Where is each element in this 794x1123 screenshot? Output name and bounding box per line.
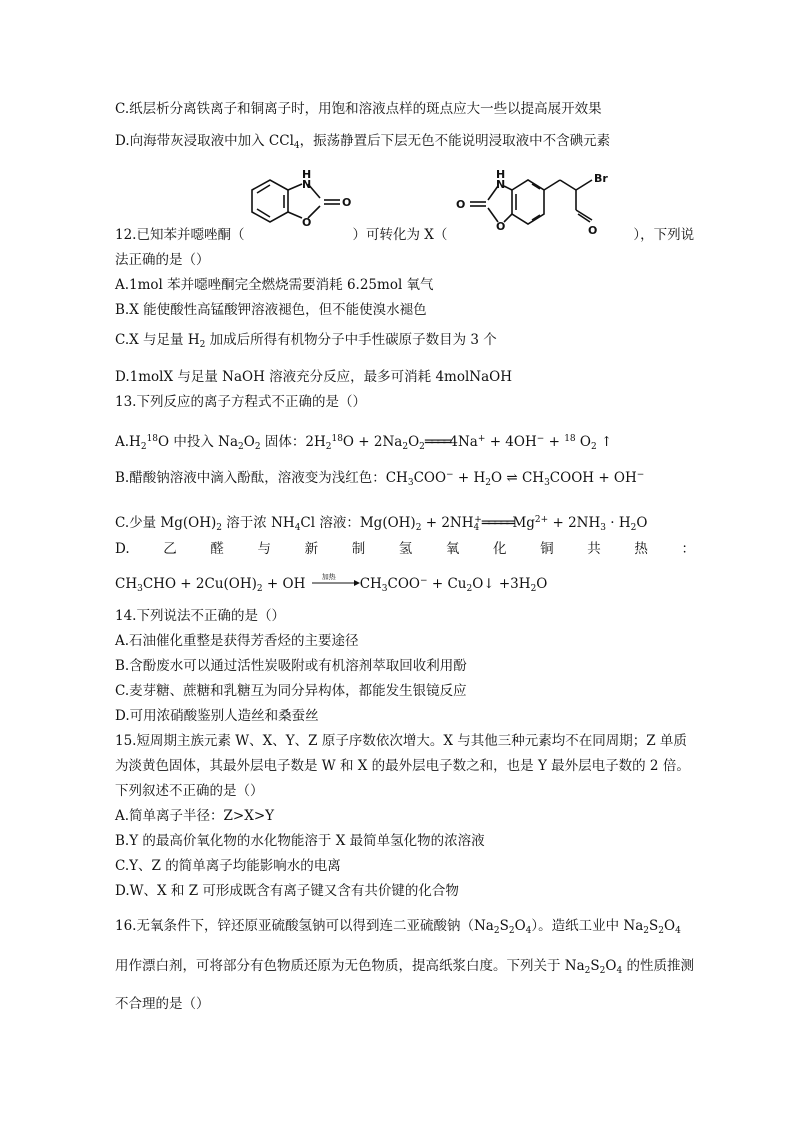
q13-stem: 13.下列反应的离子方程式不正确的是（） [115, 394, 366, 410]
q15-stem-line3: 下列叙述不正确的是（） [115, 783, 264, 799]
mol2-atom-h: H [496, 168, 506, 181]
q15-option-d: D.W、X 和 Z 可形成既含有离子键又含有共价键的化合物 [115, 883, 459, 899]
q15-stem-line1: 15.短周期主族元素 W、X、Y、Z 原子序数依次增大。X 与其他三种元素均不在同周期；Z 单质 [115, 733, 687, 749]
mol1-atom-o-carbonyl: O [342, 196, 352, 209]
mol2-atom-n: N [496, 178, 506, 191]
q15-option-b: B.Y 的最高价氧化物的水化物能溶于 X 最简单氢化物的浓溶液 [115, 833, 485, 849]
q16-stem-line1: 16.无氧条件下，锌还原亚硫酸氢钠可以得到连二亚硫酸钠$(Na_2S_2O_4)$。造纸工业中 $Na_2S_2O_4$ [115, 918, 681, 936]
q13-option-a: $A.H_2^{18}O$ 中投入 $Na_2O_2$ 固体：$2H_2^{18}O$ + $2Na_2O_2════4Na^+ + 4OH^- + ^{18}$ $O_2$ ↑ [115, 434, 613, 452]
q14-stem: 14.下列说法不正确的是（） [115, 608, 285, 624]
mol2-atom-br: Br [594, 172, 608, 185]
q14-option-c: C.麦芽糖、蔗糖和乳糖互为同分异构体，都能发生银镜反应 [115, 683, 467, 699]
mol1-atom-o-ring: O [302, 216, 312, 229]
q15-stem-line2: 为淡黄色固体，其最外层电子数是 W 和 X 的最外层电子数之和，也是 Y 最外层电子数的 2 倍。 [115, 758, 690, 774]
q13-option-d-equation: $CH_3CHO + 2Cu(OH)_2$ + OH 加热 $CH_3COO^-$ + $Cu_2O↓ +3H_2O$ [115, 573, 548, 594]
q12-option-d: D.1molX 与足量 NaOH 溶液充分反应，最多可消耗 4molNaOH [115, 369, 512, 385]
q11-option-d: D.向海带灰浸取液中加入 CCl$_4$，振荡静置后下层无色不能说明浸取液中不含碘元素 [115, 133, 611, 151]
heat-arrow: 加热 [310, 572, 360, 590]
mol1-atom-n: N [302, 178, 312, 191]
q14-option-a: A.石油催化重整是获得芳香烃的主要途径 [115, 633, 359, 649]
q12-stem-line2: 法正确的是（） [115, 252, 210, 268]
mol2-atom-o-ring: O [496, 220, 506, 233]
q16-stem-line2: 用作漂白剂，可将部分有色物质还原为无色物质，提高纸浆白度。下列关于 $Na_2S_2O_4$ 的性质推测 [115, 958, 694, 976]
q16-stem-line3: 不合理的是（） [115, 996, 210, 1012]
q15-option-a: A.简单离子半径：Z>X>Y [115, 808, 275, 824]
q12-option-c: C.X 与足量 $H_2$ 加成后所得有机物分子中手性碳原子数目为 3 个 [115, 332, 497, 350]
q13-option-d-label: D. 乙 醛 与 新 制 氢 氧 化 铜 共 热 ： [115, 541, 695, 557]
mol2-atom-o-aldehyde: O [588, 224, 598, 237]
q11-option-c: C.纸层析分离铁离子和铜离子时，用饱和溶液点样的斑点应大一些以提高展开效果 [115, 101, 602, 117]
q14-option-b: B.含酚废水可以通过活性炭吸附或有机溶剂萃取回收利用酚 [115, 658, 467, 674]
q12-option-a: A.1mol 苯并噁唑酮完全燃烧需要消耗 6.25mol 氧气 [115, 277, 434, 293]
mol1-atom-h: H [302, 168, 312, 181]
q12-stem: 12.已知苯并噁唑酮（ ）可转化为 X（ ），下列说 [115, 227, 695, 243]
q12-option-b: B.X 能使酸性高锰酸钾溶液褪色，但不能使溴水褪色 [115, 302, 427, 318]
q14-option-d: D.可用浓硝酸鉴别人造丝和桑蚕丝 [115, 708, 319, 724]
q13-option-b: B.醋酸钠溶液中滴入酚酞，溶液变为浅红色：$CH_3COO^- + H_2O$ ⇌ $CH_3COOH + OH^-$ [115, 470, 645, 488]
mol2-atom-o-carbonyl: O [456, 198, 466, 211]
q13-option-c: C.少量 $Mg(OH)_2$ 溶于浓 $NH_4Cl$ 溶液：$Mg(OH)_2$ + $2NH_4^+═════Mg^{2+} + 2NH_3 \cdot H_2O$ [115, 515, 648, 533]
q15-option-c: C.Y、Z 的简单离子均能影响水的电离 [115, 858, 341, 874]
